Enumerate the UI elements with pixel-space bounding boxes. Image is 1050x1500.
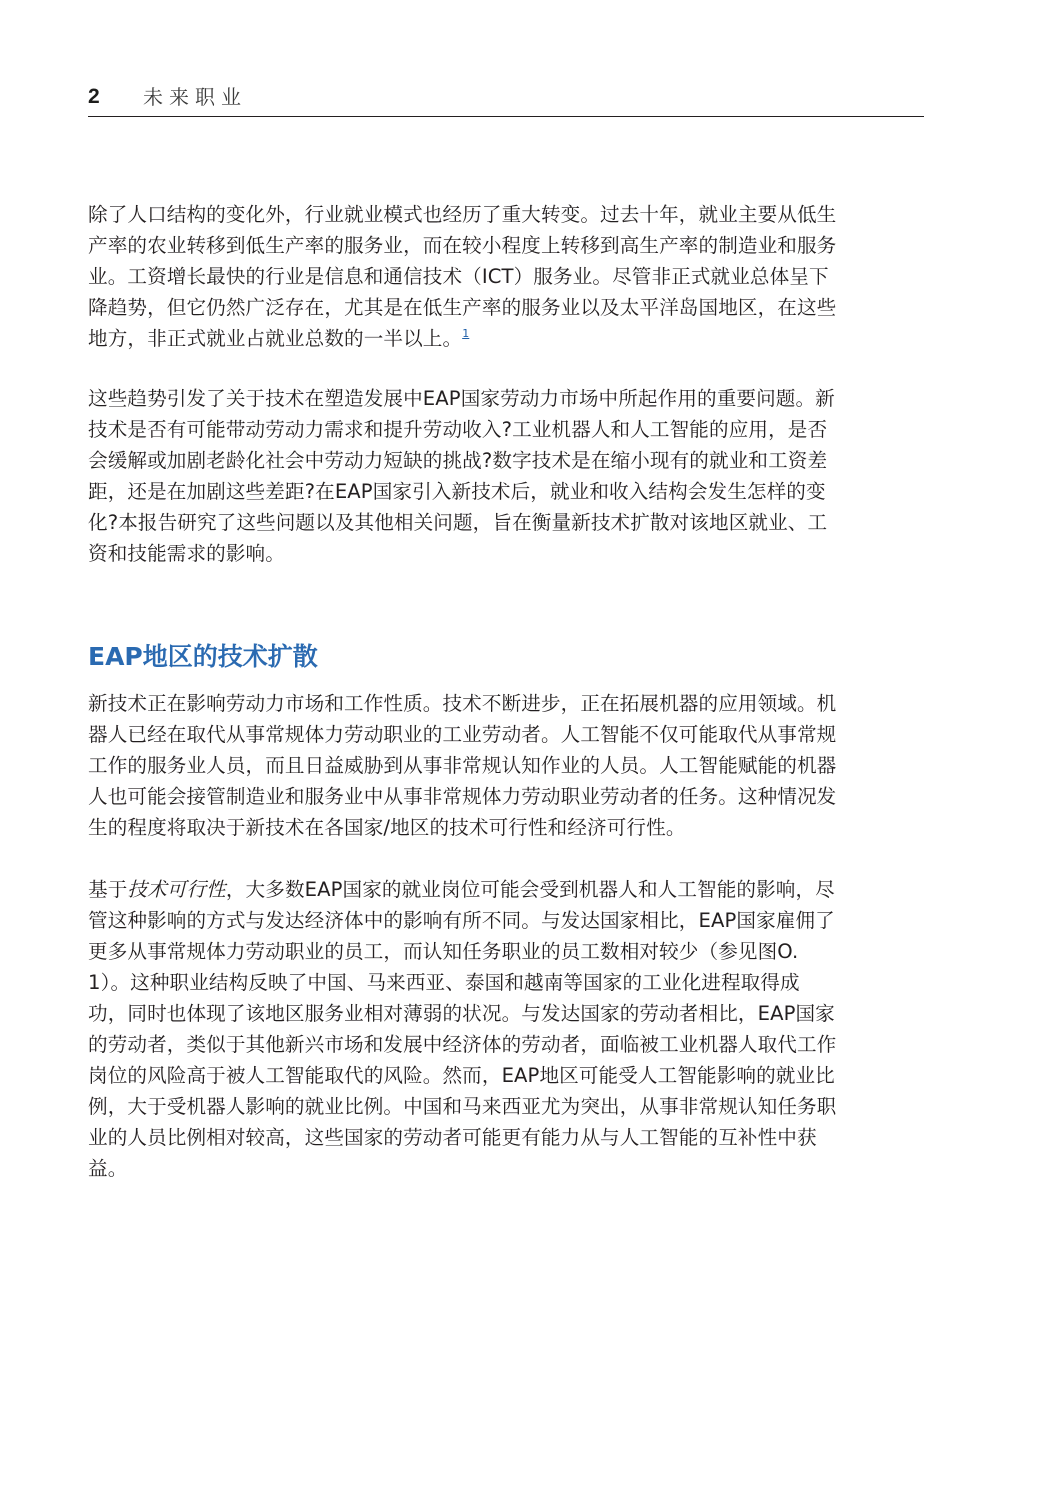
paragraph-questions: 这些趋势引发了关于技术在塑造发展中EAP国家劳动力市场中所起作用的重要问题。新技术是否有可能带动劳动力需求和提升劳动收入?工业机器人和人工智能的应用，是否会缓解或加剧老龄化社会中劳动力短缺的挑战?数字技术是在缩小现有的就业和工资差距，还是在加剧这些差距?在EAP国家引入新技术后，就业和收入结构会发生怎样的变化?本报告研究了这些问题以及其他相关问题，旨在衡量新技术扩散对该地区就业、工资和技能需求的影响。 xyxy=(88,387,835,565)
paragraph-text: 除了人口结构的变化外，行业就业模式也经历了重大转变。过去十年，就业主要从低生产率的农业转移到低生产率的服务业，而在较小程度上转移到高生产率的制造业和服务业。工资增长最快的行业是信息和通信技术（ICT）服务业。尽管非正式就业总体呈下降趋势，但它仍然广泛存在，尤其是在低生产率的服务业以及太平洋岛国地区，在这些地方，非正式就业占就业总数的一半以上。 xyxy=(88,203,837,350)
footnote-ref-1[interactable]: 1 xyxy=(462,327,470,340)
page-number: 2 xyxy=(88,85,100,108)
paragraph-lead: 基于 xyxy=(88,878,128,901)
running-title: 未来职业 xyxy=(143,85,247,109)
paragraph-text: ，大多数EAP国家的就业岗位可能会受到机器人和人工智能的影响，尽管这种影响的方式与发达经济体中的影响有所不同。与发达国家相比，EAP国家雇佣了更多从事常规体力劳动职业的员工，而认知任务职业的员工数相对较少（参见图O.1）。这种职业结构反映了中国、马来西亚、泰国和越南等国家的工业化进程取得成功，同时也体现了该地区服务业相对薄弱的状况。与发达国家的劳动者相比，EAP国家的劳动者，类似于其他新兴市场和发展中经济体的劳动者，面临被工业机器人取代工作岗位的风险高于被人工智能取代的风险。然而，EAP地区可能受人工智能影响的就业比例，大于受机器人影响的就业比例。中国和马来西亚尤为突出，从事非常规认知任务职业的人员比例相对较高，这些国家的劳动者可能更有能力从与人工智能的互补性中获益。 xyxy=(88,878,837,1180)
paragraph-demographics xyxy=(88,199,838,354)
paragraph-feasibility xyxy=(88,874,838,1184)
running-header xyxy=(88,82,924,117)
emphasis-technical-feasibility: 技术可行性 xyxy=(127,878,226,901)
section-heading: EAP地区的技术扩散 xyxy=(88,642,318,671)
paragraph-tech-impact: 新技术正在影响劳动力市场和工作性质。技术不断进步，正在拓展机器的应用领域。机器人已经在取代从事常规体力劳动职业的工业劳动者。人工智能不仅可能取代从事常规工作的服务业人员，而且日益威胁到从事非常规认知作业的人员。人工智能赋能的机器人也可能会接管制造业和服务业中从事非常规体力劳动职业劳动者的任务。这种情况发生的程度将取决于新技术在各国家/地区的技术可行性和经济可行性。 xyxy=(88,692,837,839)
